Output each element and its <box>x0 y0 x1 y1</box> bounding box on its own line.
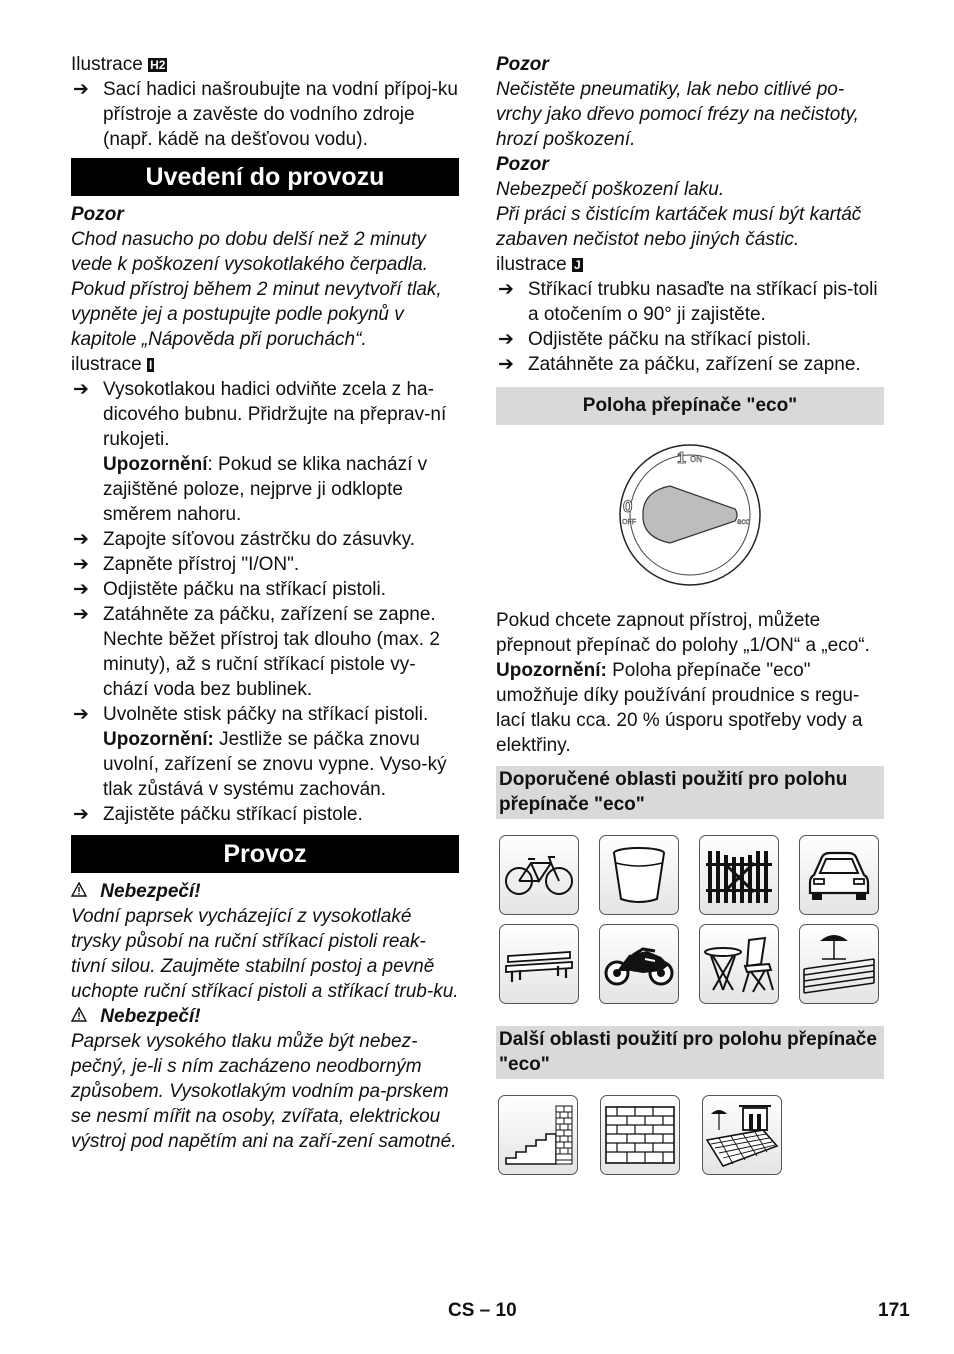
illustration-ref-j: ilustrace J <box>496 254 581 275</box>
fence-icon <box>699 835 779 915</box>
caution-title: Pozor <box>71 204 124 225</box>
dial-label-zero: 0 <box>623 497 633 516</box>
step-item: ➔ Vysokotlakou hadici odviňte zcela z ha-dicového bubnu. Přidržujte na přeprav-ní rukojeti. <box>73 379 447 450</box>
step-item: ➔ Stříkací trubku nasaďte na stříkací pis-toli a otočením o 90° ji zajistěte. <box>498 279 878 325</box>
step-item: ➔ Zatáhněte za páčku, zařízení se zapne. <box>498 354 861 375</box>
paving-icon <box>702 1095 782 1175</box>
arrow-icon: ➔ <box>73 579 89 600</box>
section-heading-other: Další oblasti použití pro polohu přepínače "eco" <box>496 1026 884 1079</box>
note-label: Upozornění: <box>496 660 607 681</box>
caution-title: Pozor <box>496 154 549 175</box>
switch-dial-icon <box>615 443 765 588</box>
caution-text: Chod nasucho po dobu delší než 2 minuty vede k poškození vysokotlakého čerpadla. Pokud přístroj během 2 minut nevytvoří tlak, vypněte jej a postupujte podle pokynů v kapitole „Nápověda při poruchách“. <box>71 229 442 350</box>
bench-icon <box>499 924 579 1004</box>
step-item: ➔ Zatáhněte za páčku, zařízení se zapne. Nechte běžet přístroj tak dlouho (max. 2 minuty), až s ruční stříkací pistole vy-chází voda bez bublinek. <box>73 604 440 700</box>
arrow-icon: ➔ <box>73 704 89 725</box>
recommended-uses-grid <box>499 835 884 1004</box>
illustration-badge: H2 <box>150 58 166 72</box>
caution-text: Nebezpečí poškození laku. <box>496 179 725 200</box>
step-item: ➔ Odjistěte páčku na stříkací pistoli. <box>73 579 387 600</box>
eco-switch-diagram <box>496 443 884 588</box>
step-item: ➔ Sací hadici našroubujte na vodní přípoj-ku přístroje a zavěste do vodního zdroje (např. kádě na dešťovou vodu). <box>73 79 458 150</box>
warning-triangle-icon <box>71 1006 92 1027</box>
caution-title: Pozor <box>496 54 549 75</box>
arrow-icon: ➔ <box>73 804 89 825</box>
note-label: Upozornění: <box>103 729 214 750</box>
arrow-icon: ➔ <box>498 329 514 350</box>
caution-text: Nečistěte pneumatiky, lak nebo citlivé po-vrchy jako dřevo pomocí frézy na nečistoty, hrozí poškození. <box>496 79 859 150</box>
arrow-icon: ➔ <box>73 79 89 100</box>
caution-text: Při práci s čistícím kartáček musí být kartáč zabaven nečistot nebo jiných částic. <box>496 204 862 250</box>
eco-paragraph: Pokud chcete zapnout přístroj, můžete přepnout přepínač do polohy „1/ON“ a „eco“. <box>496 610 870 656</box>
section-heading-operation: Provoz <box>71 835 459 873</box>
illustration-badge: J <box>574 258 581 272</box>
danger-title: Nebezpečí! <box>71 879 459 904</box>
dial-label-off: OFF <box>622 519 636 526</box>
illustration-badge: I <box>149 358 153 372</box>
arrow-icon: ➔ <box>73 604 89 625</box>
car-icon <box>799 835 879 915</box>
dial-label-on: ON <box>690 455 702 464</box>
dial-label-one: 1 <box>677 450 686 467</box>
step-item: ➔ Zapněte přístroj "I/ON". <box>73 554 300 575</box>
step-item: ➔ Uvolněte stisk páčky na stříkací pistoli. <box>73 704 429 725</box>
illustration-ref-h2: Ilustrace H2 <box>71 54 166 75</box>
section-heading-recommended: Doporučené oblasti použití pro polohu přepínače "eco" <box>496 766 884 819</box>
dial-label-eco: eco <box>737 517 750 526</box>
garden-furniture-icon <box>699 924 779 1004</box>
right-column <box>496 52 884 1175</box>
step-item: ➔ Zapojte síťovou zástrčku do zásuvky. <box>73 529 415 550</box>
eco-note: Upozornění: Poloha přepínače "eco" umožňuje díky používání proudnice s regu-lací tlaku cca. 20 % úsporu spotřeby vody a elektřiny. <box>496 660 863 756</box>
bicycle-icon <box>499 835 579 915</box>
step-item: ➔ Zajistěte páčku stříkací pistole. <box>73 804 363 825</box>
step-note: Upozornění: Jestliže se páčka znovu uvolní, zařízení se znovu vypne. Vyso-ký tlak zůstává v systému zachován. <box>103 729 447 800</box>
arrow-icon: ➔ <box>73 379 89 400</box>
terrace-icon <box>799 924 879 1004</box>
arrow-icon: ➔ <box>498 354 514 375</box>
step-note: Upozornění: Pokud se klika nachází v zajištěné poloze, nejprve ji odklopte směrem nahoru. <box>103 454 428 525</box>
note-label: Upozornění <box>103 454 208 475</box>
arrow-icon: ➔ <box>73 529 89 550</box>
arrow-icon: ➔ <box>498 279 514 300</box>
danger-text: Vodní paprsek vycházející z vysokotlaké trysky působí na ruční stříkací pistoli reak-tivní silou. Zaujměte stabilní postoj a pevně uchopte ruční stříkací pistoli a stříkací trub-ku. <box>71 906 459 1002</box>
danger-text: Paprsek vysokého tlaku může být nebez-pečný, je-li s ním zacházeno neodborným způsobem. Vysokotlakým vodním pa-prskem se nesmí mířit na osoby, zvířata, elektrickou výstroj pod napětím ani na zaří-zení samotné. <box>71 1031 457 1152</box>
section-heading-eco: Poloha přepínače "eco" <box>496 387 884 425</box>
section-heading-startup: Uvedení do provozu <box>71 158 459 196</box>
arrow-icon: ➔ <box>73 554 89 575</box>
page-number: 171 <box>878 1300 910 1321</box>
danger-title: Nebezpečí! <box>71 1004 459 1029</box>
footer-section: CS – 10 <box>448 1300 517 1321</box>
illustration-ref-i: ilustrace I <box>71 354 153 375</box>
flower-pot-icon <box>599 835 679 915</box>
other-uses-grid <box>498 1095 884 1175</box>
stairs-icon <box>498 1095 578 1175</box>
step-item: ➔ Odjistěte páčku na stříkací pistoli. <box>498 329 812 350</box>
warning-triangle-icon <box>71 881 92 902</box>
motorcycle-icon <box>599 924 679 1004</box>
wall-icon <box>600 1095 680 1175</box>
left-column <box>71 52 459 1154</box>
